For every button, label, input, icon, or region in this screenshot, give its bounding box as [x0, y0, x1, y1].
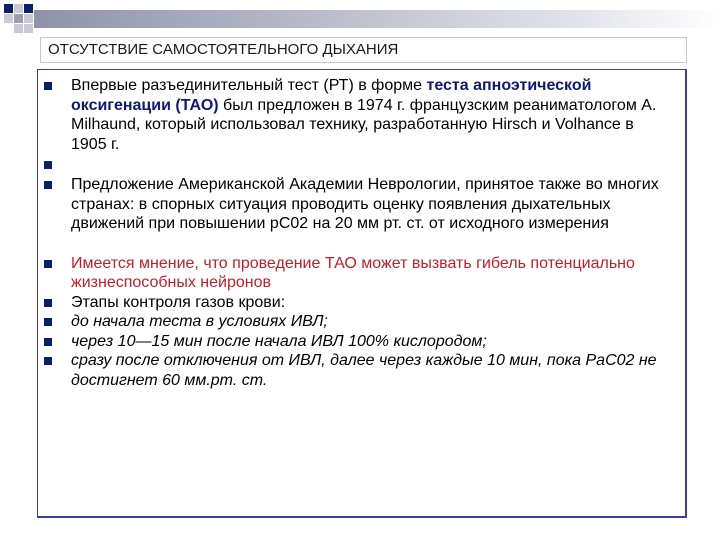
item-text: сразу после отключения от ИВЛ, далее через каждые 10 мин, пока РаС02 не достигнет 60 мм.рт. ст. [71, 352, 657, 389]
slide-title: ОТСУТСТВИЕ САМОСТОЯТЕЛЬНОГО ДЫХАНИЯ [48, 41, 399, 58]
list-item [38, 76, 678, 154]
square-bullet-icon [44, 82, 52, 90]
square-bullet-icon [44, 260, 52, 268]
deco-square [24, 24, 33, 33]
square-bullet-icon [44, 318, 52, 326]
square-bullet-icon [44, 357, 52, 365]
list-item [38, 175, 678, 234]
list-item [38, 293, 678, 313]
deco-square [24, 4, 33, 13]
item-text: был предложен в 1974 г. французским реаниматологом А. Milhaund, который использовал технику, разработанную Hirsch и Volhance в 1905 г. [71, 96, 657, 153]
item-text: до начала теста в условиях ИВЛ; [71, 313, 328, 330]
deco-square [14, 14, 23, 23]
item-text: Имеется мнение, что проведение ТАО может вызвать гибель потенциально жизнеспособных нейронов [71, 254, 635, 291]
content-frame [37, 69, 687, 518]
square-bullet-icon [44, 181, 52, 189]
item-text: Предложение Американской Академии Неврологии, принятое также во многих странах: в спорных ситуация проводить оценку появления дыхательных движений при повышении рС02 на 20 мм рт. ст. от исходного измерения [71, 176, 659, 232]
list-item [38, 351, 678, 390]
list-item [38, 254, 678, 293]
list-item [38, 155, 678, 175]
item-text: через 10—15 мин после начала ИВЛ 100% кислородом; [71, 332, 487, 350]
square-bullet-icon [44, 299, 52, 307]
deco-square [4, 14, 13, 23]
deco-square [14, 4, 23, 13]
square-bullet-icon [44, 161, 52, 169]
deco-square [24, 14, 33, 23]
title-frame [40, 37, 687, 63]
deco-square [14, 24, 23, 33]
item-text-highlight: теста апноэтической оксигенации (ТАО) [71, 77, 592, 114]
list-item [38, 332, 678, 352]
item-text: Впервые разъединительный тест (РТ) в форме [71, 77, 427, 94]
list-item [38, 312, 678, 332]
bullet-list [38, 76, 678, 390]
header-gradient-bar [34, 10, 720, 28]
square-bullet-icon [44, 338, 52, 346]
item-text: Этапы контроля газов крови: [71, 293, 286, 311]
deco-square [4, 4, 13, 13]
